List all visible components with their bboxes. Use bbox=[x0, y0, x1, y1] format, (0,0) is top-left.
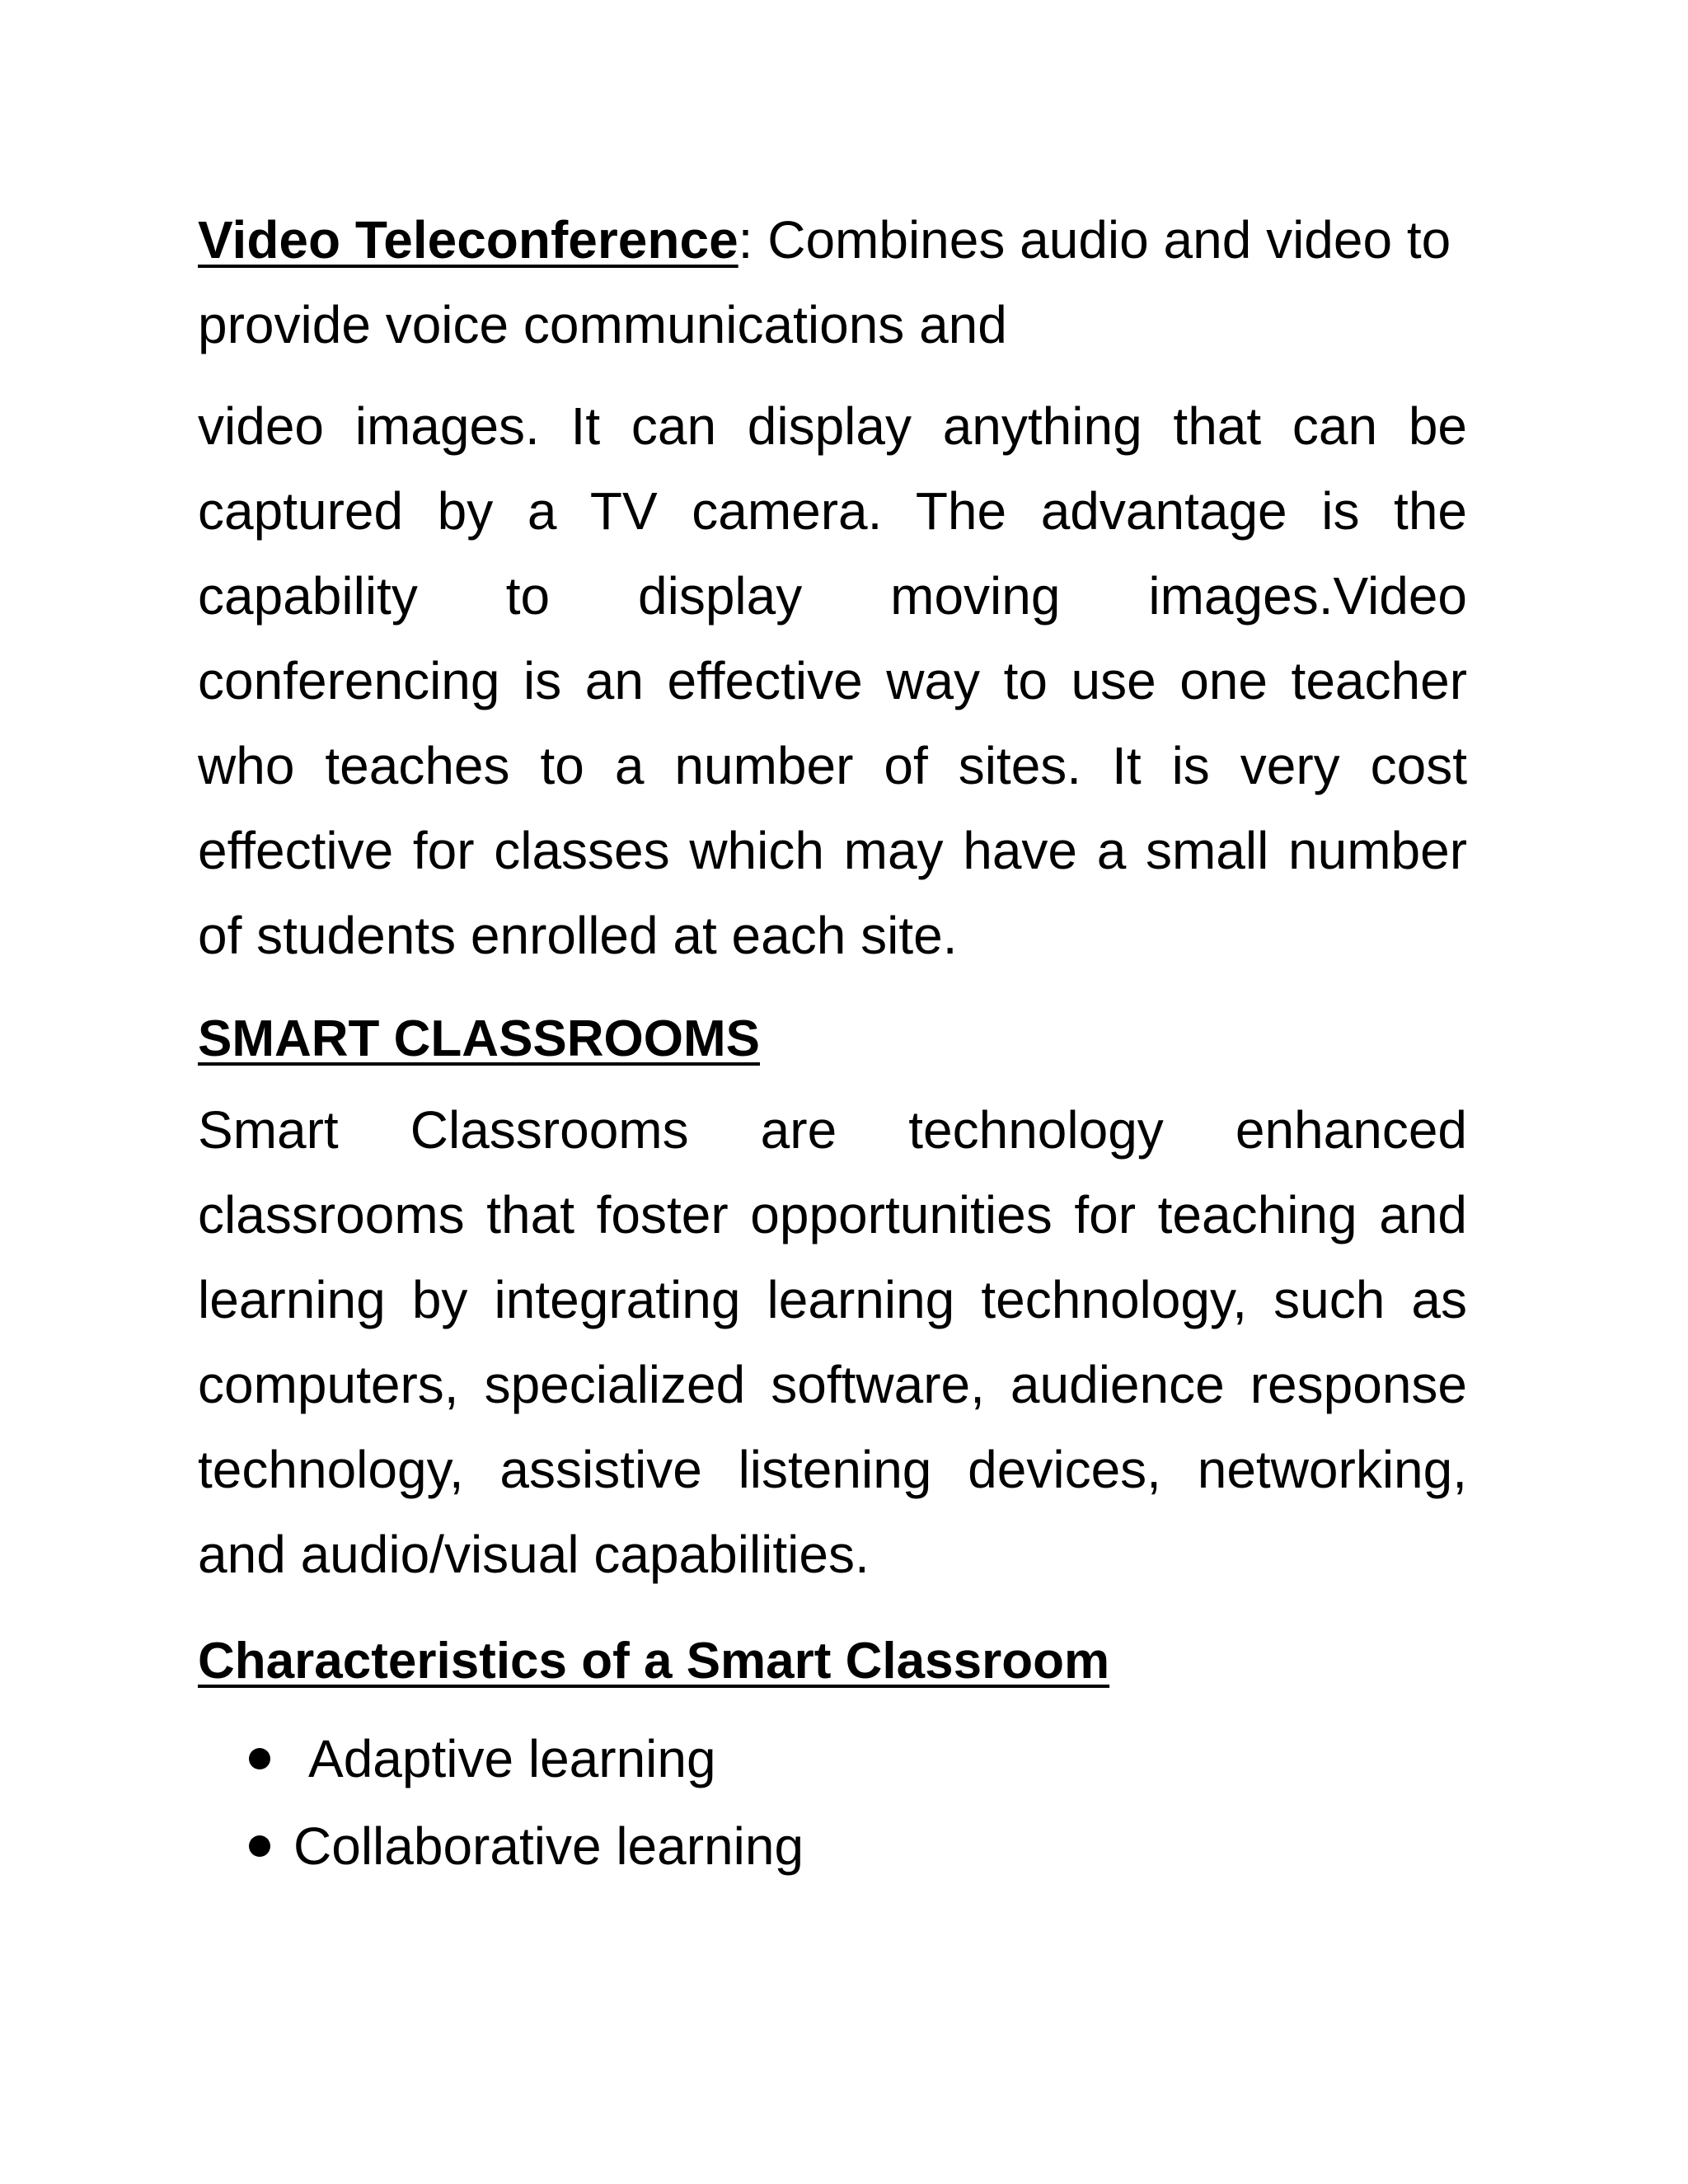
smart-classrooms-heading: SMART CLASSROOMS bbox=[198, 1010, 760, 1067]
smart-classrooms-body: Smart Classrooms are technology enhanced classrooms that foster opportunities for teaching and learning by integrating learning technology, such as computers, specialized software, audience response technology, assistive listening devices, networking, and audio/visual capabilities. bbox=[198, 1100, 1467, 1584]
characteristics-heading: Characteristics of a Smart Classroom bbox=[198, 1633, 1110, 1690]
list-item bbox=[198, 1715, 1467, 1802]
characteristics-list bbox=[198, 1715, 1467, 1890]
video-teleconference-intro bbox=[198, 198, 1467, 368]
video-teleconference-term: Video Teleconference bbox=[198, 210, 738, 269]
document-page bbox=[198, 198, 1467, 1890]
bullet-icon bbox=[249, 1835, 270, 1857]
bullet-icon bbox=[249, 1748, 270, 1769]
list-item bbox=[198, 1802, 1467, 1890]
video-teleconference-body: video images. It can display anything that can be captured by a TV camera. The advantage is the capability to display moving images.Video conferencing is an effective way to use one teacher who teaches to a number of sites. It is very cost effective for classes which may have a small number of students enrolled at each site. bbox=[198, 396, 1467, 965]
video-teleconference-intro-text: : Combines audio and video to provide voice communications and bbox=[198, 210, 1451, 354]
list-item-label: Adaptive learning bbox=[308, 1729, 716, 1788]
list-item-label: Collaborative learning bbox=[293, 1816, 804, 1876]
